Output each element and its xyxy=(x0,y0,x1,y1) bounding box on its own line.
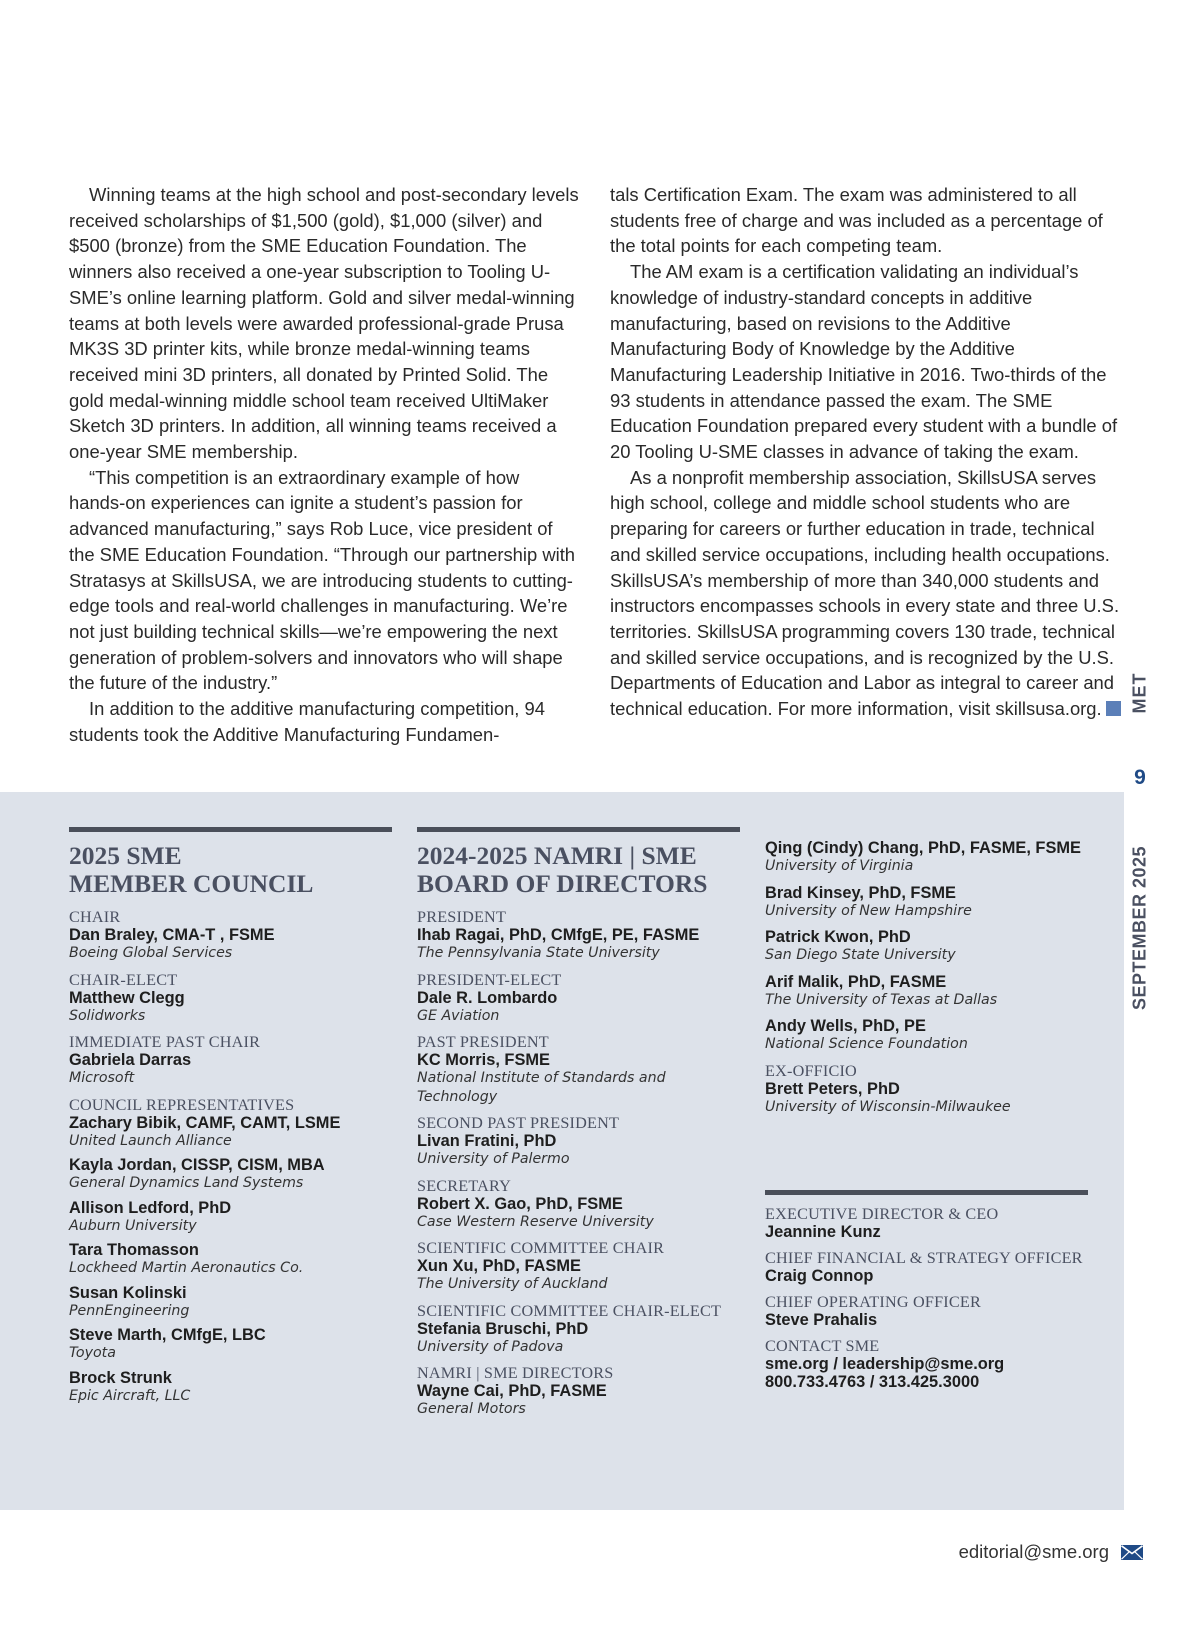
roster-entry xyxy=(69,909,392,963)
person-name: Jeannine Kunz xyxy=(765,1223,881,1241)
roster-entry xyxy=(417,1303,740,1357)
article xyxy=(69,182,1129,747)
member-council-list xyxy=(69,909,392,1405)
roster-entry xyxy=(69,1097,392,1151)
organization: Toyota xyxy=(69,1345,116,1361)
issue-date: SEPTEMBER 2025 xyxy=(1129,845,1150,1011)
title-line: 2025 SME xyxy=(69,841,182,870)
section-rule xyxy=(69,827,392,832)
roster-entry xyxy=(765,1338,1088,1391)
roster-entry xyxy=(69,972,392,1026)
organization: PennEngineering xyxy=(69,1302,190,1319)
organization: University of Palermo xyxy=(417,1151,570,1167)
roster-entry xyxy=(417,1115,740,1169)
roster-entry xyxy=(417,1034,740,1106)
organization: University of New Hampshire xyxy=(765,902,972,919)
organization: General Motors xyxy=(417,1401,526,1417)
role-label: CONTACT SME xyxy=(765,1337,880,1355)
organization: Boeing Global Services xyxy=(69,945,233,961)
roster-entry xyxy=(69,1199,392,1236)
person-name: Matthew Clegg xyxy=(69,988,185,1007)
end-of-article-icon xyxy=(1106,701,1121,716)
role-label: CHIEF FINANCIAL & STRATEGY OFFICER xyxy=(765,1249,1083,1267)
person-name: Susan Kolinski xyxy=(69,1283,187,1302)
role-label: CHIEF OPERATING OFFICER xyxy=(765,1293,981,1311)
organization: Epic Aircraft, LLC xyxy=(69,1387,191,1404)
organization: The Pennsylvania State University xyxy=(417,945,660,961)
role-label: SCIENTIFIC COMMITTEE CHAIR xyxy=(417,1239,665,1257)
organization: Case Western Reserve University xyxy=(417,1213,654,1230)
organization: Microsoft xyxy=(69,1070,135,1086)
person-name: Gabriela Darras xyxy=(69,1051,192,1069)
person-name: KC Morris, FSME xyxy=(417,1051,550,1069)
leadership-panel xyxy=(0,792,1124,1510)
person-name: Allison Ledford, PhD xyxy=(69,1198,232,1217)
person-name: Dan Braley, CMA-T , FSME xyxy=(69,926,275,944)
role-label: COUNCIL REPRESENTATIVES xyxy=(69,1095,295,1114)
roster-entry xyxy=(69,1326,392,1363)
organization: Auburn University xyxy=(69,1217,197,1234)
page-number: 9 xyxy=(1134,766,1146,789)
staff-column xyxy=(765,1206,1088,1399)
person-name: Steve Marth, CMfgE, LBC xyxy=(69,1326,266,1344)
person-name: Arif Malik, PhD, FASME xyxy=(765,972,947,991)
person-name: Kayla Jordan, CISSP, CISM, MBA xyxy=(69,1156,325,1174)
person-name: Stefania Bruschi, PhD xyxy=(417,1319,589,1338)
page-footer xyxy=(959,1541,1143,1563)
organization: University of Wisconsin-Milwaukee xyxy=(765,1098,1011,1115)
person-name: Zachary Bibik, CAMF, CAMT, LSME xyxy=(69,1113,341,1132)
organization: The University of Auckland xyxy=(417,1276,608,1292)
role-label: EXECUTIVE DIRECTOR & CEO xyxy=(765,1205,999,1223)
organization: University of Virginia xyxy=(765,858,914,874)
roster-entry xyxy=(765,1294,1088,1329)
title-line: MEMBER COUNCIL xyxy=(69,869,314,898)
roster-entry xyxy=(765,928,1088,965)
board-directors-title xyxy=(417,842,740,898)
organization: GE Aviation xyxy=(417,1007,500,1024)
roster-entry xyxy=(69,1241,392,1278)
article-paragraph: “This competition is an extraordinary example of how hands-on experiences can ignite a student’s passion for advanced manufacturing,” says Rob Luce, vice president of the SME Education Foundation. “Through our partnership with Stratasys at SkillsUSA, we are introducing students to cutting-edge tools and real-world challenges in manufacturing. We’re not just building technical skills—we’re empowering the next generation of problem-solvers and innovators who will shape the future of the industry.” xyxy=(69,466,576,694)
organization: Lockheed Martin Aeronautics Co. xyxy=(69,1260,304,1276)
role-label: CHAIR-ELECT xyxy=(69,970,178,989)
organization: University of Padova xyxy=(417,1338,564,1355)
person-name: Ihab Ragai, PhD, CMfgE, PE, FASME xyxy=(417,926,700,944)
person-name: Patrick Kwon, PhD xyxy=(765,928,911,946)
role-label: CHAIR xyxy=(69,908,121,926)
role-label: PRESIDENT xyxy=(417,908,507,926)
person-name: Livan Fratini, PhD xyxy=(417,1132,557,1150)
person-name: Brock Strunk xyxy=(69,1368,172,1387)
roster-entry xyxy=(69,1156,392,1193)
envelope-icon xyxy=(1121,1545,1143,1560)
role-label: PAST PRESIDENT xyxy=(417,1033,549,1051)
roster-entry xyxy=(417,1178,740,1232)
article-paragraph-last xyxy=(610,465,1121,722)
roster-entry xyxy=(417,972,740,1026)
organization: The University of Texas at Dallas xyxy=(765,991,998,1008)
role-label: EX-OFFICIO xyxy=(765,1061,857,1080)
magazine-name: MET xyxy=(1129,672,1150,714)
article-paragraph: The AM exam is a certification validating an individual’s knowledge of industry-standard concepts in additive manufacturing, based on revisions to the Additive Manufacturing Body of Knowledge by the Additive Manufacturing Leadership Initiative in 2016. Two-thirds of the 93 students in attendance passed the exam. The SME Education Foundation prepared every student with a bundle of 20 Tooling U-SME classes in advance of taking the exam. xyxy=(610,261,1118,463)
organization: National Institute of Standards and Technology xyxy=(417,1070,666,1105)
organization: Solidworks xyxy=(69,1007,146,1024)
person-name: Xun Xu, PhD, FASME xyxy=(417,1257,581,1275)
roster-entry xyxy=(69,1034,392,1088)
person-name: Tara Thomasson xyxy=(69,1241,199,1259)
organization: San Diego State University xyxy=(765,947,956,963)
person-name: Wayne Cai, PhD, FASME xyxy=(417,1382,607,1400)
roster-entry xyxy=(765,1250,1088,1285)
person-name: Steve Prahalis xyxy=(765,1311,878,1329)
roster-entry xyxy=(69,1369,392,1406)
article-paragraph: tals Certification Exam. The exam was administered to all students free of charge and was included as a percentage of the total points for each competing team. xyxy=(610,184,1103,257)
section-rule xyxy=(765,1190,1088,1195)
contact-phone: 800.733.4763 / 313.425.3000 xyxy=(765,1373,980,1391)
editorial-email-link[interactable]: editorial@sme.org xyxy=(958,1541,1109,1562)
article-column-left xyxy=(69,182,580,747)
article-paragraph: Winning teams at the high school and post-secondary levels received scholarships of $1,500 (gold), $1,000 (silver) and $500 (bronze) from the SME Education Foundation. The winners also received a one-year subscription to Tooling U-SME’s online learning platform. Gold and silver medal-winning teams at both levels were awarded professional-grade Prusa MK3S 3D printer kits, while bronze medal-winning teams received mini 3D printers, all donated by Printed Solid. The gold medal-winning middle school team received UltiMaker Sketch 3D printers. In addition, all winning teams received a one-year SME membership. xyxy=(69,184,579,463)
roster-entry xyxy=(765,839,1088,876)
organization: United Launch Alliance xyxy=(69,1132,232,1149)
roster-entry xyxy=(417,909,740,963)
person-name: sme.org / leadership@sme.org xyxy=(765,1355,1005,1373)
person-name: Qing (Cindy) Chang, PhD, FASME, FSME xyxy=(765,839,1081,857)
role-label: NAMRI | SME DIRECTORS xyxy=(417,1364,614,1382)
title-line: BOARD OF DIRECTORS xyxy=(417,869,708,898)
roster-entry xyxy=(765,973,1088,1010)
role-label: IMMEDIATE PAST CHAIR xyxy=(69,1033,261,1051)
role-label: SECOND PAST PRESIDENT xyxy=(417,1114,620,1132)
roster-entry xyxy=(765,884,1088,921)
person-name: Brett Peters, PhD xyxy=(765,1079,900,1098)
staff-list xyxy=(765,1206,1088,1391)
roster-entry xyxy=(765,1063,1088,1117)
roster-entry xyxy=(417,1365,740,1419)
board-continued-list xyxy=(765,839,1088,1116)
person-name: Andy Wells, PhD, PE xyxy=(765,1017,926,1035)
article-paragraph: In addition to the additive manufacturing competition, 94 students took the Additive Manufacturing Fundamen- xyxy=(69,698,545,745)
role-label: SCIENTIFIC COMMITTEE CHAIR-ELECT xyxy=(417,1301,722,1320)
board-directors-column xyxy=(417,792,740,1425)
board-directors-list xyxy=(417,909,740,1419)
article-column-right xyxy=(610,182,1121,747)
person-name: Brad Kinsey, PhD, FSME xyxy=(765,883,956,902)
article-paragraph-text: As a nonprofit membership association, SkillsUSA serves high school, college and middle school students who are preparing for careers or further education in trade, technical and skilled service occupations, including health occupations. SkillsUSA’s membership of more than 340,000 students and instructors encompasses schools in every state and three U.S. territories. SkillsUSA programming covers 130 trade, technical and skilled service occupations, and is recognized by the U.S. Departments of Education and Labor as integral to career and technical education. For more information, visit skillsusa.org. xyxy=(610,466,1120,720)
person-name: Dale R. Lombardo xyxy=(417,988,558,1007)
roster-entry xyxy=(765,1017,1088,1054)
section-rule xyxy=(417,827,740,832)
person-name: Craig Connop xyxy=(765,1267,874,1285)
roster-entry xyxy=(69,1284,392,1321)
member-council-title xyxy=(69,842,392,898)
role-label: PRESIDENT-ELECT xyxy=(417,970,562,989)
roster-entry xyxy=(765,1206,1088,1241)
board-continued-column xyxy=(765,792,1088,1124)
role-label: SECRETARY xyxy=(417,1176,512,1195)
member-council-column xyxy=(69,792,392,1411)
person-name: Robert X. Gao, PhD, FSME xyxy=(417,1194,623,1213)
organization: National Science Foundation xyxy=(765,1036,968,1052)
page-sidebar xyxy=(1120,0,1160,1626)
organization: General Dynamics Land Systems xyxy=(69,1175,304,1191)
title-line: 2024-2025 NAMRI | SME xyxy=(417,841,697,870)
roster-entry xyxy=(417,1240,740,1294)
